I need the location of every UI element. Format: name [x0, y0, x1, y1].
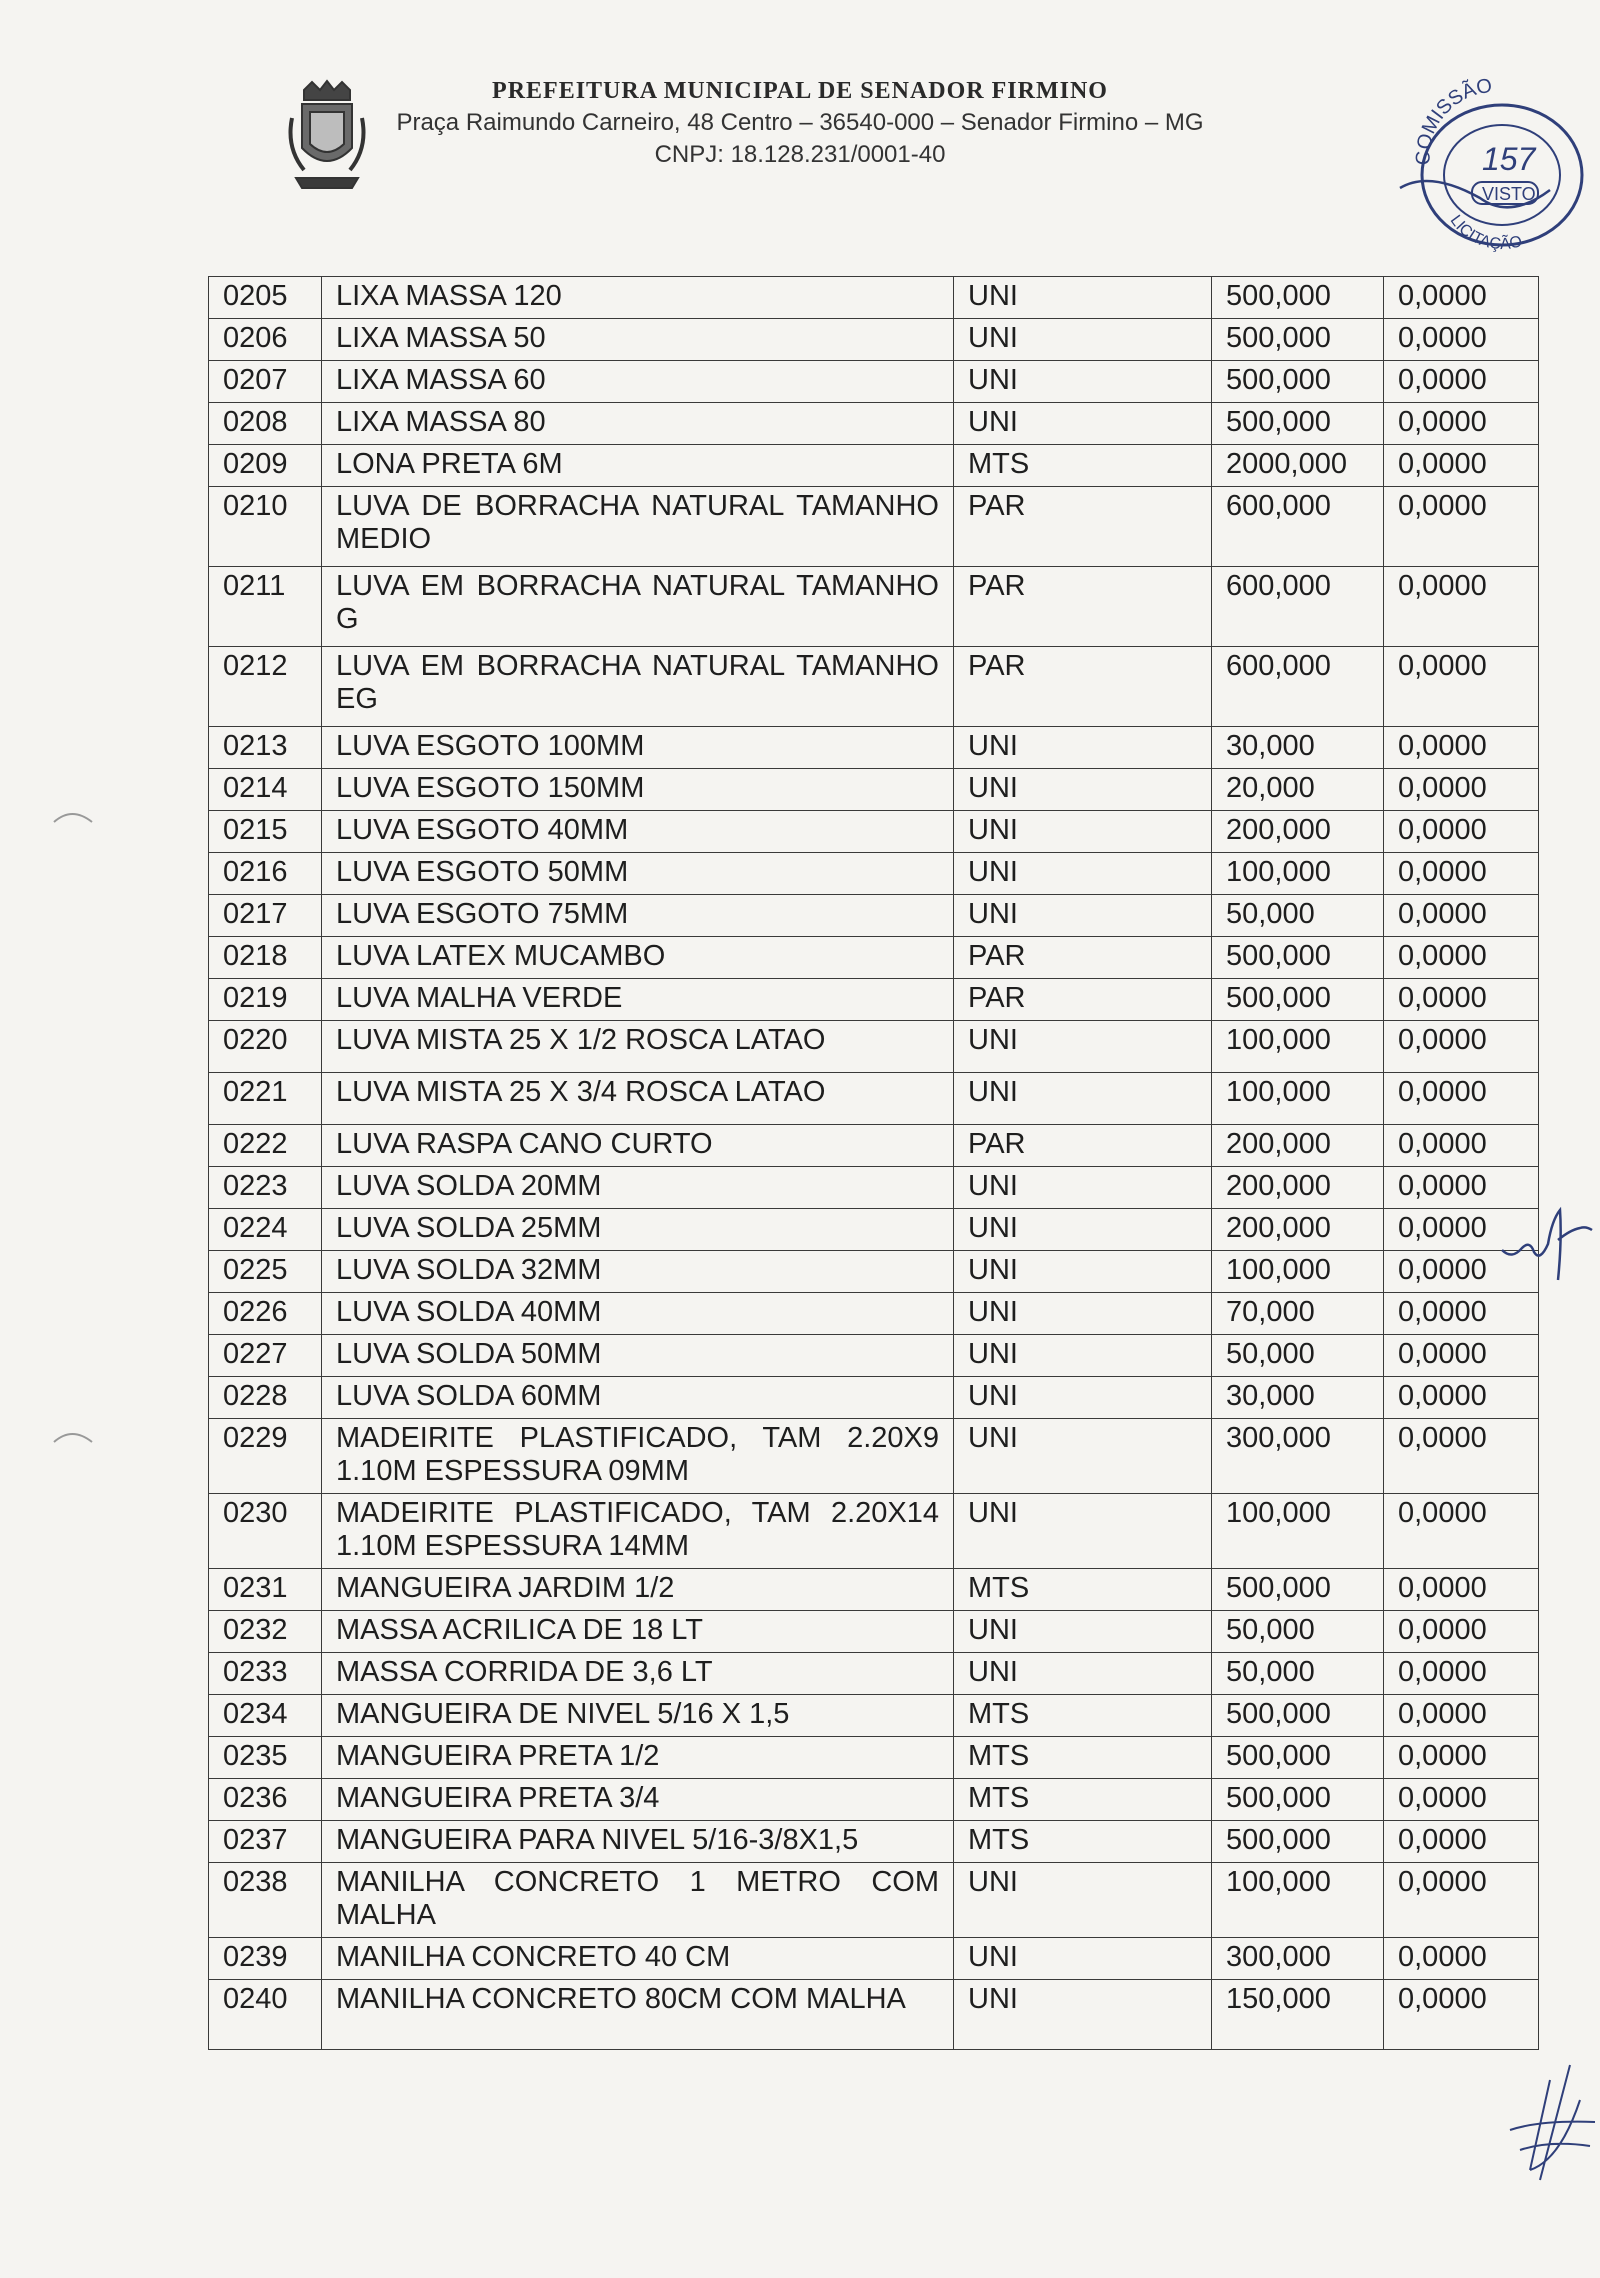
item-description: LUVA MISTA 25 X 3/4 ROSCA LATAO [322, 1073, 954, 1125]
item-description: MASSA CORRIDA DE 3,6 LT [322, 1653, 954, 1695]
municipality-cnpj: CNPJ: 18.128.231/0001-40 [654, 141, 946, 168]
item-description: LUVA ESGOTO 75MM [322, 895, 954, 937]
item-unit: MTS [954, 1821, 1212, 1863]
item-unit: UNI [954, 895, 1212, 937]
item-price: 0,0000 [1384, 1695, 1539, 1737]
item-code: 0230 [209, 1494, 322, 1569]
svg-text:LICITAÇÃO [1447, 212, 1524, 253]
item-code: 0225 [209, 1251, 322, 1293]
item-unit: UNI [954, 1073, 1212, 1125]
item-quantity: 30,000 [1212, 1377, 1384, 1419]
item-unit: UNI [954, 277, 1212, 319]
item-unit: MTS [954, 1695, 1212, 1737]
item-code: 0238 [209, 1863, 322, 1938]
item-description: MANILHA CONCRETO 1 METRO COM MALHA [322, 1863, 954, 1938]
item-price: 0,0000 [1384, 647, 1539, 727]
item-price: 0,0000 [1384, 487, 1539, 567]
item-description: LIXA MASSA 80 [322, 403, 954, 445]
item-description: LUVA SOLDA 20MM [322, 1167, 954, 1209]
handwritten-initials-icon [1500, 1200, 1600, 1290]
item-price: 0,0000 [1384, 1494, 1539, 1569]
item-quantity: 600,000 [1212, 487, 1384, 567]
table-row [209, 487, 1539, 567]
item-price: 0,0000 [1384, 1209, 1539, 1251]
item-unit: UNI [954, 727, 1212, 769]
item-price: 0,0000 [1384, 979, 1539, 1021]
item-unit: MTS [954, 1737, 1212, 1779]
table-row [209, 769, 1539, 811]
table-row [209, 277, 1539, 319]
item-unit: UNI [954, 361, 1212, 403]
table-row [209, 567, 1539, 647]
item-quantity: 20,000 [1212, 769, 1384, 811]
item-description: MANGUEIRA PRETA 1/2 [322, 1737, 954, 1779]
item-quantity: 500,000 [1212, 1779, 1384, 1821]
item-quantity: 500,000 [1212, 319, 1384, 361]
table-row [209, 1938, 1539, 1980]
item-quantity: 200,000 [1212, 1209, 1384, 1251]
items-table [208, 276, 1539, 2050]
item-unit: PAR [954, 979, 1212, 1021]
item-quantity: 50,000 [1212, 895, 1384, 937]
table-row [209, 1021, 1539, 1073]
item-code: 0231 [209, 1569, 322, 1611]
item-quantity: 200,000 [1212, 1167, 1384, 1209]
item-code: 0232 [209, 1611, 322, 1653]
item-quantity: 300,000 [1212, 1419, 1384, 1494]
item-unit: PAR [954, 937, 1212, 979]
item-code: 0220 [209, 1021, 322, 1073]
table-row [209, 1167, 1539, 1209]
item-quantity: 600,000 [1212, 647, 1384, 727]
item-description: LUVA ESGOTO 100MM [322, 727, 954, 769]
table-row [209, 1251, 1539, 1293]
item-description: LUVA SOLDA 50MM [322, 1335, 954, 1377]
item-price: 0,0000 [1384, 1569, 1539, 1611]
item-code: 0219 [209, 979, 322, 1021]
item-quantity: 100,000 [1212, 1863, 1384, 1938]
item-code: 0240 [209, 1980, 322, 2050]
table-row [209, 1653, 1539, 1695]
item-quantity: 2000,000 [1212, 445, 1384, 487]
item-quantity: 100,000 [1212, 1021, 1384, 1073]
item-code: 0226 [209, 1293, 322, 1335]
item-description: LUVA SOLDA 32MM [322, 1251, 954, 1293]
item-code: 0233 [209, 1653, 322, 1695]
item-description: MANGUEIRA PARA NIVEL 5/16-3/8X1,5 [322, 1821, 954, 1863]
item-unit: MTS [954, 1569, 1212, 1611]
item-price: 0,0000 [1384, 1611, 1539, 1653]
item-description: LUVA SOLDA 25MM [322, 1209, 954, 1251]
item-quantity: 100,000 [1212, 1073, 1384, 1125]
item-code: 0235 [209, 1737, 322, 1779]
item-price: 0,0000 [1384, 1821, 1539, 1863]
item-code: 0223 [209, 1167, 322, 1209]
table-row [209, 1737, 1539, 1779]
table-row [209, 1611, 1539, 1653]
table-row [209, 1377, 1539, 1419]
item-description: LUVA LATEX MUCAMBO [322, 937, 954, 979]
hole-punch-mark-icon [52, 808, 94, 824]
table-row [209, 1821, 1539, 1863]
item-code: 0211 [209, 567, 322, 647]
item-unit: UNI [954, 1863, 1212, 1938]
handwritten-signature-icon [1500, 2060, 1600, 2190]
item-quantity: 200,000 [1212, 1125, 1384, 1167]
table-row [209, 1073, 1539, 1125]
item-quantity: 500,000 [1212, 1695, 1384, 1737]
item-unit: UNI [954, 1938, 1212, 1980]
item-description: LUVA SOLDA 40MM [322, 1293, 954, 1335]
item-description: MADEIRITE PLASTIFICADO, TAM 2.20X14 1.10M ESPESSURA 14MM [322, 1494, 954, 1569]
item-price: 0,0000 [1384, 1335, 1539, 1377]
item-description: LUVA ESGOTO 150MM [322, 769, 954, 811]
item-quantity: 500,000 [1212, 937, 1384, 979]
table-row [209, 853, 1539, 895]
item-description: LIXA MASSA 60 [322, 361, 954, 403]
item-price: 0,0000 [1384, 1863, 1539, 1938]
item-price: 0,0000 [1384, 361, 1539, 403]
item-quantity: 70,000 [1212, 1293, 1384, 1335]
item-code: 0236 [209, 1779, 322, 1821]
table-row [209, 1779, 1539, 1821]
item-unit: PAR [954, 487, 1212, 567]
item-unit: UNI [954, 769, 1212, 811]
item-unit: UNI [954, 1377, 1212, 1419]
table-row [209, 647, 1539, 727]
item-description: LUVA DE BORRACHA NATURAL TAMANHO MEDIO [322, 487, 954, 567]
item-price: 0,0000 [1384, 1293, 1539, 1335]
item-code: 0213 [209, 727, 322, 769]
item-price: 0,0000 [1384, 853, 1539, 895]
item-unit: UNI [954, 1419, 1212, 1494]
item-price: 0,0000 [1384, 277, 1539, 319]
item-description: LONA PRETA 6M [322, 445, 954, 487]
item-price: 0,0000 [1384, 1419, 1539, 1494]
table-row [209, 1569, 1539, 1611]
item-code: 0209 [209, 445, 322, 487]
item-price: 0,0000 [1384, 1779, 1539, 1821]
document-header [0, 78, 1600, 169]
item-quantity: 600,000 [1212, 567, 1384, 647]
item-code: 0217 [209, 895, 322, 937]
item-code: 0214 [209, 769, 322, 811]
item-quantity: 500,000 [1212, 1737, 1384, 1779]
item-description: MANGUEIRA DE NIVEL 5/16 X 1,5 [322, 1695, 954, 1737]
item-unit: PAR [954, 1125, 1212, 1167]
item-code: 0237 [209, 1821, 322, 1863]
item-quantity: 500,000 [1212, 1821, 1384, 1863]
item-quantity: 50,000 [1212, 1653, 1384, 1695]
item-unit: UNI [954, 1611, 1212, 1653]
item-price: 0,0000 [1384, 1167, 1539, 1209]
item-unit: UNI [954, 403, 1212, 445]
table-row [209, 403, 1539, 445]
item-description: LUVA RASPA CANO CURTO [322, 1125, 954, 1167]
item-price: 0,0000 [1384, 1737, 1539, 1779]
item-code: 0212 [209, 647, 322, 727]
item-code: 0208 [209, 403, 322, 445]
item-description: LUVA MALHA VERDE [322, 979, 954, 1021]
item-unit: UNI [954, 1335, 1212, 1377]
item-description: LUVA EM BORRACHA NATURAL TAMANHO G [322, 567, 954, 647]
item-unit: PAR [954, 567, 1212, 647]
table-row [209, 319, 1539, 361]
item-price: 0,0000 [1384, 1073, 1539, 1125]
item-unit: UNI [954, 853, 1212, 895]
item-price: 0,0000 [1384, 319, 1539, 361]
item-code: 0228 [209, 1377, 322, 1419]
item-quantity: 500,000 [1212, 361, 1384, 403]
item-quantity: 30,000 [1212, 727, 1384, 769]
table-row [209, 1125, 1539, 1167]
item-quantity: 200,000 [1212, 811, 1384, 853]
item-quantity: 50,000 [1212, 1335, 1384, 1377]
item-unit: UNI [954, 1494, 1212, 1569]
item-code: 0234 [209, 1695, 322, 1737]
item-unit: UNI [954, 1167, 1212, 1209]
item-unit: UNI [954, 1653, 1212, 1695]
item-unit: UNI [954, 1293, 1212, 1335]
item-description: MANILHA CONCRETO 80CM COM MALHA [322, 1980, 954, 2050]
item-code: 0221 [209, 1073, 322, 1125]
item-price: 0,0000 [1384, 1021, 1539, 1073]
item-price: 0,0000 [1384, 1980, 1539, 2050]
item-description: LUVA SOLDA 60MM [322, 1377, 954, 1419]
item-code: 0229 [209, 1419, 322, 1494]
item-quantity: 500,000 [1212, 277, 1384, 319]
item-quantity: 150,000 [1212, 1980, 1384, 2050]
table-row [209, 1863, 1539, 1938]
item-description: MASSA ACRILICA DE 18 LT [322, 1611, 954, 1653]
table-row [209, 445, 1539, 487]
table-row [209, 727, 1539, 769]
item-price: 0,0000 [1384, 769, 1539, 811]
item-price: 0,0000 [1384, 445, 1539, 487]
item-code: 0210 [209, 487, 322, 567]
item-unit: UNI [954, 811, 1212, 853]
item-description: MANILHA CONCRETO 40 CM [322, 1938, 954, 1980]
item-description: LUVA MISTA 25 X 1/2 ROSCA LATAO [322, 1021, 954, 1073]
item-price: 0,0000 [1384, 1125, 1539, 1167]
item-code: 0216 [209, 853, 322, 895]
item-price: 0,0000 [1384, 811, 1539, 853]
municipality-address: Praça Raimundo Carneiro, 48 Centro – 36540-000 – Senador Firmino – MG [396, 109, 1204, 136]
item-description: LUVA EM BORRACHA NATURAL TAMANHO EG [322, 647, 954, 727]
commission-stamp [1390, 70, 1600, 260]
table-row [209, 1335, 1539, 1377]
table-row [209, 811, 1539, 853]
item-unit: PAR [954, 647, 1212, 727]
item-unit: UNI [954, 319, 1212, 361]
item-quantity: 500,000 [1212, 979, 1384, 1021]
item-quantity: 50,000 [1212, 1611, 1384, 1653]
item-code: 0207 [209, 361, 322, 403]
item-price: 0,0000 [1384, 895, 1539, 937]
item-unit: UNI [954, 1980, 1212, 2050]
item-code: 0224 [209, 1209, 322, 1251]
item-quantity: 100,000 [1212, 1494, 1384, 1569]
item-code: 0206 [209, 319, 322, 361]
table-row [209, 1980, 1539, 2050]
item-price: 0,0000 [1384, 1377, 1539, 1419]
item-description: LUVA ESGOTO 50MM [322, 853, 954, 895]
table-row [209, 1494, 1539, 1569]
item-price: 0,0000 [1384, 567, 1539, 647]
item-unit: UNI [954, 1251, 1212, 1293]
item-description: LIXA MASSA 50 [322, 319, 954, 361]
item-price: 0,0000 [1384, 727, 1539, 769]
table-row [209, 1419, 1539, 1494]
item-description: LUVA ESGOTO 40MM [322, 811, 954, 853]
item-description: MADEIRITE PLASTIFICADO, TAM 2.20X9 1.10M ESPESSURA 09MM [322, 1419, 954, 1494]
stamp-visto: VISTO [1482, 184, 1536, 204]
table-row [209, 1695, 1539, 1737]
table-row [209, 937, 1539, 979]
item-price: 0,0000 [1384, 1938, 1539, 1980]
table-row [209, 1293, 1539, 1335]
item-code: 0205 [209, 277, 322, 319]
item-code: 0218 [209, 937, 322, 979]
items-table-body [209, 277, 1539, 2050]
item-price: 0,0000 [1384, 937, 1539, 979]
item-code: 0222 [209, 1125, 322, 1167]
item-unit: UNI [954, 1209, 1212, 1251]
item-price: 0,0000 [1384, 1653, 1539, 1695]
item-code: 0227 [209, 1335, 322, 1377]
hole-punch-mark-icon [52, 1428, 94, 1444]
table-row [209, 361, 1539, 403]
item-description: MANGUEIRA PRETA 3/4 [322, 1779, 954, 1821]
stamp-number: 157 [1482, 141, 1536, 177]
item-unit: MTS [954, 445, 1212, 487]
item-description: LIXA MASSA 120 [322, 277, 954, 319]
item-description: MANGUEIRA JARDIM 1/2 [322, 1569, 954, 1611]
item-quantity: 100,000 [1212, 1251, 1384, 1293]
table-row [209, 895, 1539, 937]
item-quantity: 500,000 [1212, 1569, 1384, 1611]
stamp-bottom-text: LICITAÇÃO [1446, 212, 1524, 254]
item-code: 0215 [209, 811, 322, 853]
item-unit: UNI [954, 1021, 1212, 1073]
item-quantity: 100,000 [1212, 853, 1384, 895]
item-price: 0,0000 [1384, 1251, 1539, 1293]
item-quantity: 300,000 [1212, 1938, 1384, 1980]
municipality-title: PREFEITURA MUNICIPAL DE SENADOR FIRMINO [492, 78, 1108, 104]
table-row [209, 1209, 1539, 1251]
item-code: 0239 [209, 1938, 322, 1980]
stamp-top-text: COMISSÃO [1412, 74, 1494, 166]
item-unit: MTS [954, 1779, 1212, 1821]
item-price: 0,0000 [1384, 403, 1539, 445]
table-row [209, 979, 1539, 1021]
item-quantity: 500,000 [1212, 403, 1384, 445]
